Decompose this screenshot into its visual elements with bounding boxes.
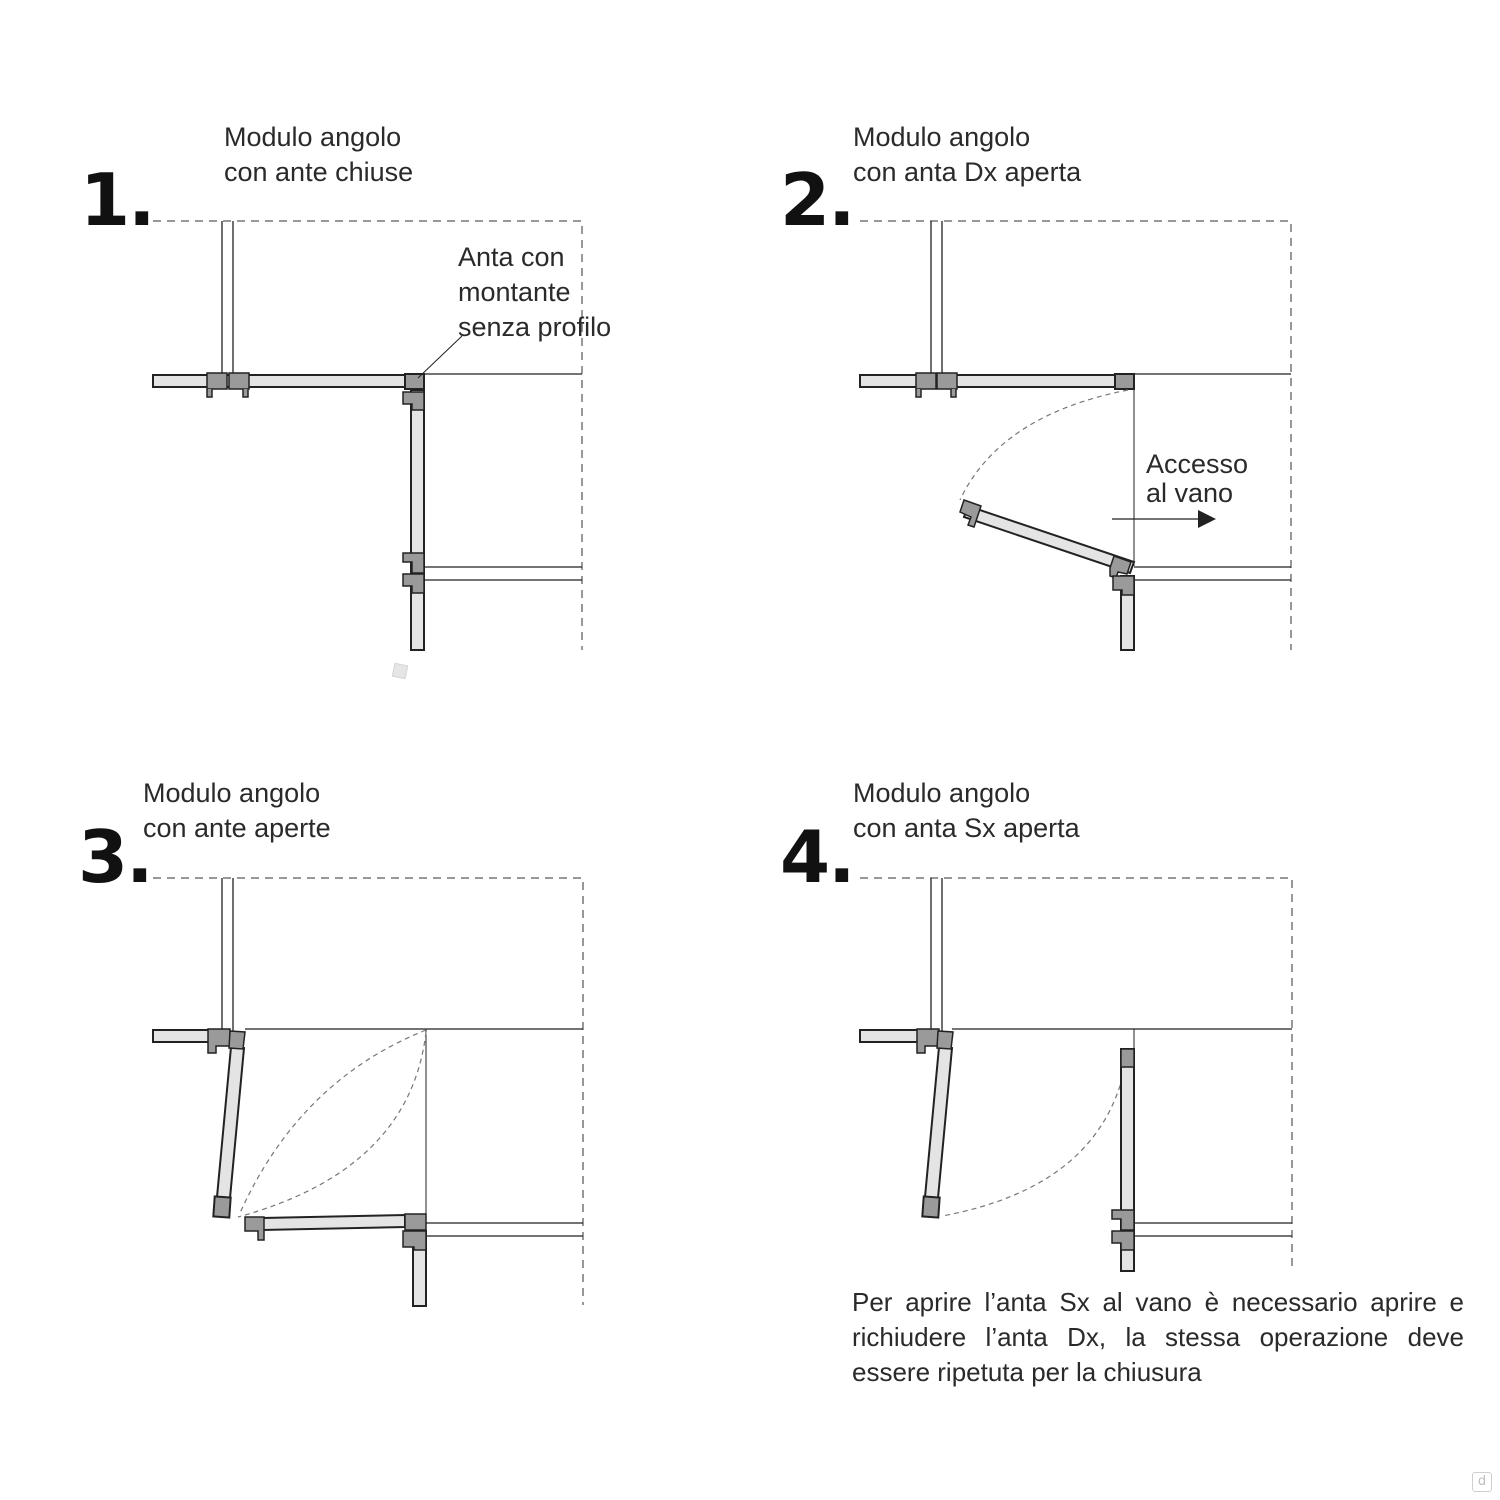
corner-post <box>405 374 424 389</box>
hinge <box>207 373 227 389</box>
panel-title-4 <box>853 776 1080 846</box>
hinge-bracket <box>1113 576 1134 595</box>
door-swing-arc <box>240 1030 426 1213</box>
cabinet-outline-dashed <box>860 221 1291 650</box>
callout-line: montante <box>458 277 571 307</box>
hinge-bracket <box>917 1029 939 1053</box>
callout-leader <box>418 336 462 378</box>
panel-number-1: 1. <box>80 158 154 242</box>
hinge-bracket <box>208 1029 230 1053</box>
hinge-tab <box>916 389 921 397</box>
door-swing-arc <box>238 1032 426 1217</box>
fixed-panel-horizontal <box>153 375 405 387</box>
door-end-post <box>922 1196 939 1217</box>
access-arrow-head <box>1198 510 1216 528</box>
hinge-bracket <box>403 553 424 573</box>
watermark-logo: d <box>1472 1472 1492 1492</box>
title-line: con ante chiuse <box>224 157 414 187</box>
hinge-bracket <box>245 1217 264 1240</box>
panel-number-4: 4. <box>780 815 854 899</box>
cabinet-outline-dashed <box>153 878 583 1305</box>
panel-number-2: 2. <box>780 158 854 242</box>
hinge <box>229 373 249 389</box>
fixed-panel-horizontal <box>153 1030 211 1042</box>
diagram-2-right-door-open <box>860 221 1291 650</box>
panel-title-1 <box>224 120 413 190</box>
callout-line: al vano <box>1146 478 1234 508</box>
hinge-bracket <box>403 1231 426 1250</box>
door-left-open <box>217 1047 244 1198</box>
title-line: con ante aperte <box>143 813 331 843</box>
hinge-bracket <box>1112 1210 1134 1230</box>
title-line: con anta Sx aperta <box>853 813 1080 843</box>
title-line: Modulo angolo <box>143 778 321 808</box>
diagram-3-both-doors-open <box>153 878 583 1306</box>
hinge-tab <box>207 389 212 397</box>
door-left-open <box>925 1047 952 1198</box>
callout-line: Anta con <box>458 242 565 272</box>
panel-title-3 <box>143 776 331 846</box>
door-vertical <box>411 390 424 650</box>
door-swing-arc <box>942 1050 1128 1216</box>
callout-line: senza profilo <box>458 312 612 342</box>
callout-line: Accesso <box>1146 449 1249 479</box>
fixed-panel-horizontal <box>860 375 1115 387</box>
door-swing-arc <box>960 390 1128 500</box>
hinge <box>916 373 936 389</box>
hinge-bracket <box>1112 1231 1134 1250</box>
panel-title-2 <box>853 120 1081 190</box>
hinge-bracket <box>937 1031 953 1049</box>
fixed-panel-horizontal <box>860 1030 918 1042</box>
corner-post <box>1115 374 1134 389</box>
instruction-note: Per aprire l’anta Sx al vano è necessario aprire e richiudere l’anta Dx, la stessa operazione deve essere ripetuta per la chiusura <box>852 1287 1464 1387</box>
door-right-open <box>262 1215 405 1230</box>
callout-anta-montante <box>458 240 611 345</box>
hinge-bracket <box>403 574 424 593</box>
hinge-bracket <box>1121 1049 1134 1067</box>
hinge-bracket <box>229 1031 245 1049</box>
door-open-angled <box>964 506 1134 573</box>
title-line: Modulo angolo <box>853 778 1031 808</box>
callout-accesso <box>1146 450 1248 508</box>
diagram-4-left-door-open <box>860 878 1292 1271</box>
door-end-post <box>213 1196 230 1217</box>
hinge-tab <box>951 389 956 397</box>
title-line: Modulo angolo <box>853 122 1031 152</box>
hinge-bracket <box>960 500 981 527</box>
title-line: con anta Dx aperta <box>853 157 1082 187</box>
stray-mark <box>392 663 409 680</box>
title-line: Modulo angolo <box>224 122 402 152</box>
hinge-bracket <box>403 392 424 410</box>
hinge-tab <box>243 389 248 397</box>
hinge <box>937 373 957 389</box>
panel-number-3: 3. <box>78 815 152 899</box>
hinge-bracket <box>405 1214 426 1230</box>
